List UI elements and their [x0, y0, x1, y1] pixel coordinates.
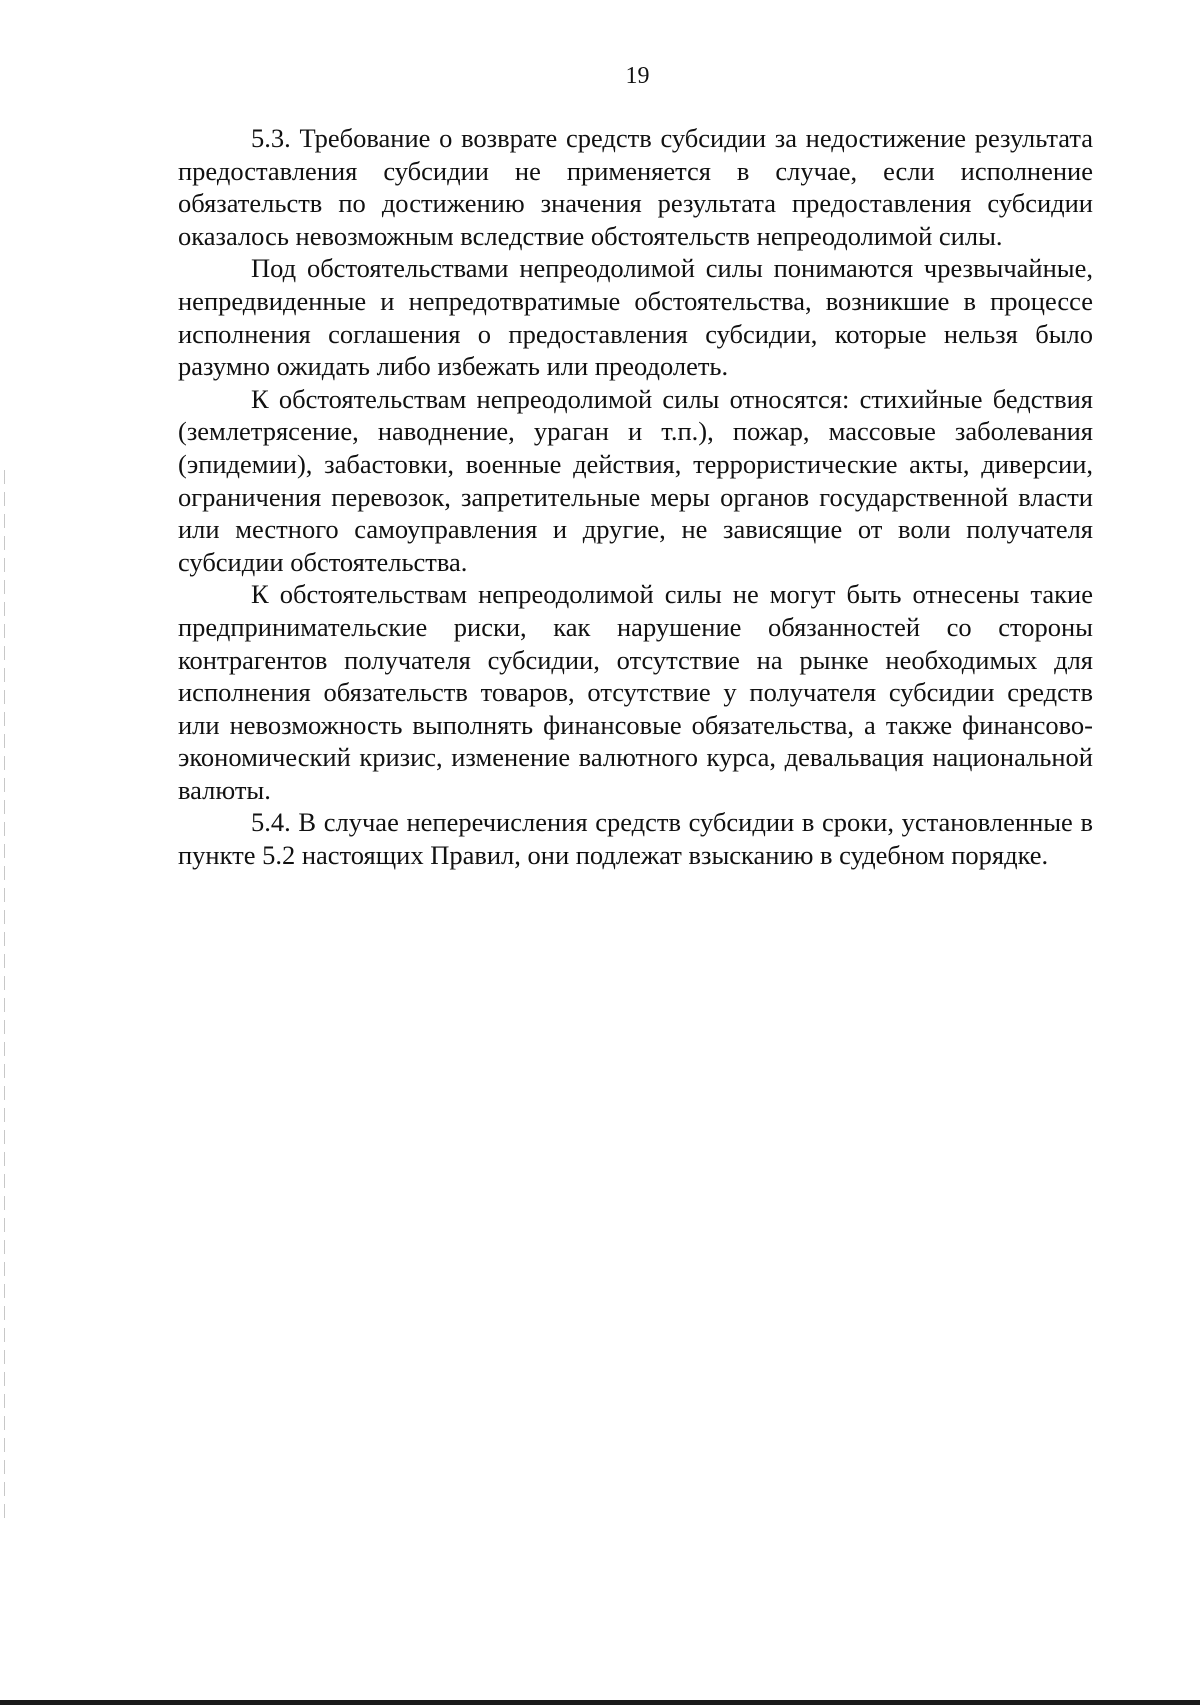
paragraph-force-majeure-definition: Под обстоятельствами непреодолимой силы понимаются чрезвычайные, непредвиденные и непредотвратимые обстоятельства, возникшие в процессе исполнения соглашения о предоставления субсидии, которые нельзя было разумно ожидать либо избежать или преодолеть.: [178, 253, 1093, 382]
page-number: 19: [625, 63, 650, 89]
scan-edge-bottom: [0, 1700, 1200, 1705]
paragraph-force-majeure-examples: К обстоятельствам непреодолимой силы относятся: стихийные бедствия (землетрясение, наводнение, ураган и т.п.), пожар, массовые заболевания (эпидемии), забастовки, военные действия, террористические акты, диверсии, ограничения перевозок, запретительные меры органов государственной власти или местного самоуправления и другие, не зависящие от воли получателя субсидии обстоятельства.: [178, 383, 1093, 577]
paragraph-5-4: 5.4. В случае неперечисления средств субсидии в сроки, установленные в пункте 5.2 настоящих Правил, они подлежат взысканию в судебном порядке.: [178, 807, 1093, 871]
paragraph-5-3: 5.3. Требование о возврате средств субсидии за недостижение результата предоставления субсидии не применяется в случае, если исполнение обязательств по достижению значения результата предоставления субсидии оказалось невозможным вследствие обстоятельств непреодолимой силы.: [178, 123, 1093, 251]
scan-edge-left: [4, 470, 5, 1520]
paragraph-force-majeure-exclusions: К обстоятельствам непреодолимой силы не могут быть отнесены такие предпринимательские риски, как нарушение обязанностей со стороны контрагентов получателя субсидии, отсутствие на рынке необходимых для исполнения обязательств товаров, отсутствие у получателя субсидии средств или невозможность выполнять финансовые обязательства, а также финансово-экономический кризис, изменение валютного курса, девальвация национальной валюты.: [178, 579, 1093, 805]
document-body: [178, 122, 1093, 872]
